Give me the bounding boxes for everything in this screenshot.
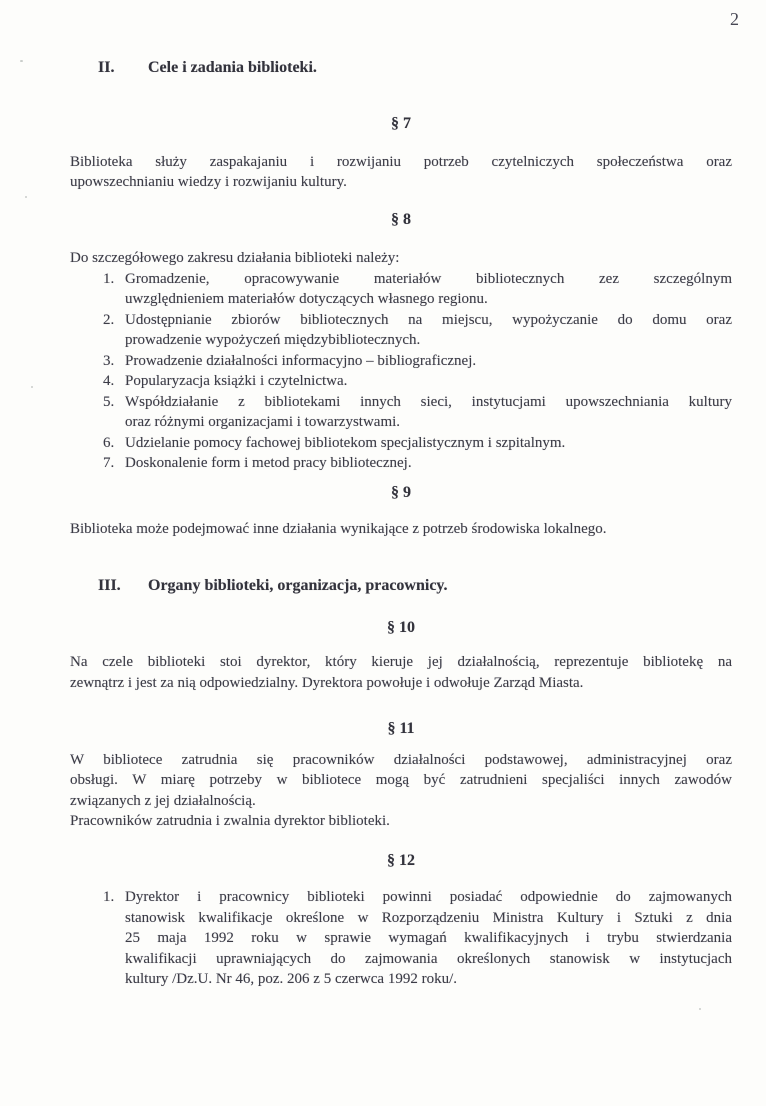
text-line: związanych z jej działalnością. <box>70 792 256 809</box>
paragraph-11-text <box>70 750 732 832</box>
list-item <box>103 371 732 392</box>
scan-speck <box>20 60 23 62</box>
list-item <box>103 310 732 351</box>
paragraph-marker-7: § 7 <box>391 115 411 132</box>
text-line: oraz różnymi organizacjami i towarzystwami. <box>125 414 401 430</box>
text-line: Biblioteka może podejmować inne działania wynikające z potrzeb środowiska lokalnego. <box>70 521 607 537</box>
section-numeral: III. <box>98 576 121 594</box>
item-number: 4. <box>103 373 115 389</box>
document-content <box>70 0 732 990</box>
text-line: Współdziałanie z bibliotekami innych sieci, instytucjami upowszechniania kultury <box>125 393 732 410</box>
item-number: 3. <box>103 352 115 369</box>
section-numeral: II. <box>98 59 115 76</box>
list-item <box>103 351 732 372</box>
paragraph-8-intro <box>70 248 732 269</box>
paragraph-9-text <box>70 519 732 540</box>
paragraph-marker-11: § 11 <box>387 720 415 737</box>
item-number: 2. <box>103 311 115 328</box>
item-number: 7. <box>103 455 115 471</box>
paragraph-marker-8: § 8 <box>391 210 411 228</box>
item-number: 1. <box>103 889 115 905</box>
scan-speck <box>25 196 27 198</box>
list-item <box>103 392 732 433</box>
paragraph-7-text <box>70 152 732 193</box>
text-line: Popularyzacja książki i czytelnictwa. <box>125 373 348 389</box>
text-line: Do szczegółowego zakresu działania biblioteki należy: <box>70 250 400 266</box>
text-line: upowszechnianiu wiedzy i rozwijaniu kultury. <box>70 174 347 190</box>
text-line: kultury /Dz.U. Nr 46, poz. 206 z 5 czerwca 1992 roku/. <box>125 971 457 987</box>
scan-speck <box>31 386 33 388</box>
paragraph-10-text <box>70 652 732 693</box>
scan-speck <box>699 1008 701 1010</box>
text-line: prowadzenie wypożyczeń międzybibliotecznych. <box>125 332 421 348</box>
text-line: Pracowników zatrudnia i zwalnia dyrektor biblioteki. <box>70 813 390 829</box>
section-heading-iii <box>70 575 732 596</box>
paragraph-marker-12: § 12 <box>387 851 415 869</box>
paragraph-marker-9: § 9 <box>391 483 411 501</box>
text-line: Udostępnianie zbiorów bibliotecznych na miejscu, wypożyczanie do domu oraz <box>125 311 732 328</box>
text-line: Udzielanie pomocy fachowej bibliotekom specjalistycznym i szpitalnym. <box>125 434 566 451</box>
text-line: zewnątrz i jest za nią odpowiedzialny. Dyrektora powołuje i odwołuje Zarząd Miasta. <box>70 674 584 691</box>
item-number: 6. <box>103 434 115 451</box>
item-number: 5. <box>103 393 115 410</box>
paragraph-marker-10: § 10 <box>387 618 415 636</box>
text-line: Doskonalenie form i metod pracy bibliotecznej. <box>125 455 412 471</box>
text-line: Prowadzenie działalności informacyjno – bibliograficznej. <box>125 352 477 369</box>
numbered-list <box>70 269 732 474</box>
text-line: Dyrektor i pracownicy biblioteki powinni posiadać odpowiednie do zajmowanych <box>125 889 732 905</box>
text-line: Gromadzenie, opracowywanie materiałów bibliotecznych zez szczególnym <box>125 270 732 287</box>
text-line: W bibliotece zatrudnia się pracowników działalności podstawowej, administracyjnej oraz <box>70 751 732 768</box>
page-number: 2 <box>730 9 739 29</box>
text-line: Biblioteka służy zaspakajaniu i rozwijaniu potrzeb czytelniczych społeczeństwa oraz <box>70 153 732 170</box>
section-title: Organy biblioteki, organizacja, pracownicy. <box>148 576 448 594</box>
text-line: stanowisk kwalifikacje określone w Rozporządzeniu Ministra Kultury i Sztuki z dnia <box>125 909 732 926</box>
list-item <box>103 453 732 474</box>
section-heading-ii <box>70 57 732 78</box>
text-line: uwzględnieniem materiałów dotyczących własnego regionu. <box>125 291 488 307</box>
item-number: 1. <box>103 270 115 287</box>
section-title: Cele i zadania biblioteki. <box>148 59 317 76</box>
list-item <box>103 269 732 310</box>
list-item <box>103 887 732 990</box>
text-line: obsługi. W miarę potrzeby w bibliotece mogą być zatrudnieni specjaliści innych zawodów <box>70 772 732 788</box>
text-line: kwalifikacji uprawniających do zajmowania określonych stanowisk w instytucjach <box>125 950 732 967</box>
numbered-list <box>70 887 732 990</box>
text-line: 25 maja 1992 roku w sprawie wymagań kwalifikacyjnych i trybu stwierdzania <box>125 930 732 946</box>
list-item <box>103 433 732 454</box>
text-line: Na czele biblioteki stoi dyrektor, który kieruje jej działalnością, reprezentuje bibliotekę na <box>70 654 732 670</box>
